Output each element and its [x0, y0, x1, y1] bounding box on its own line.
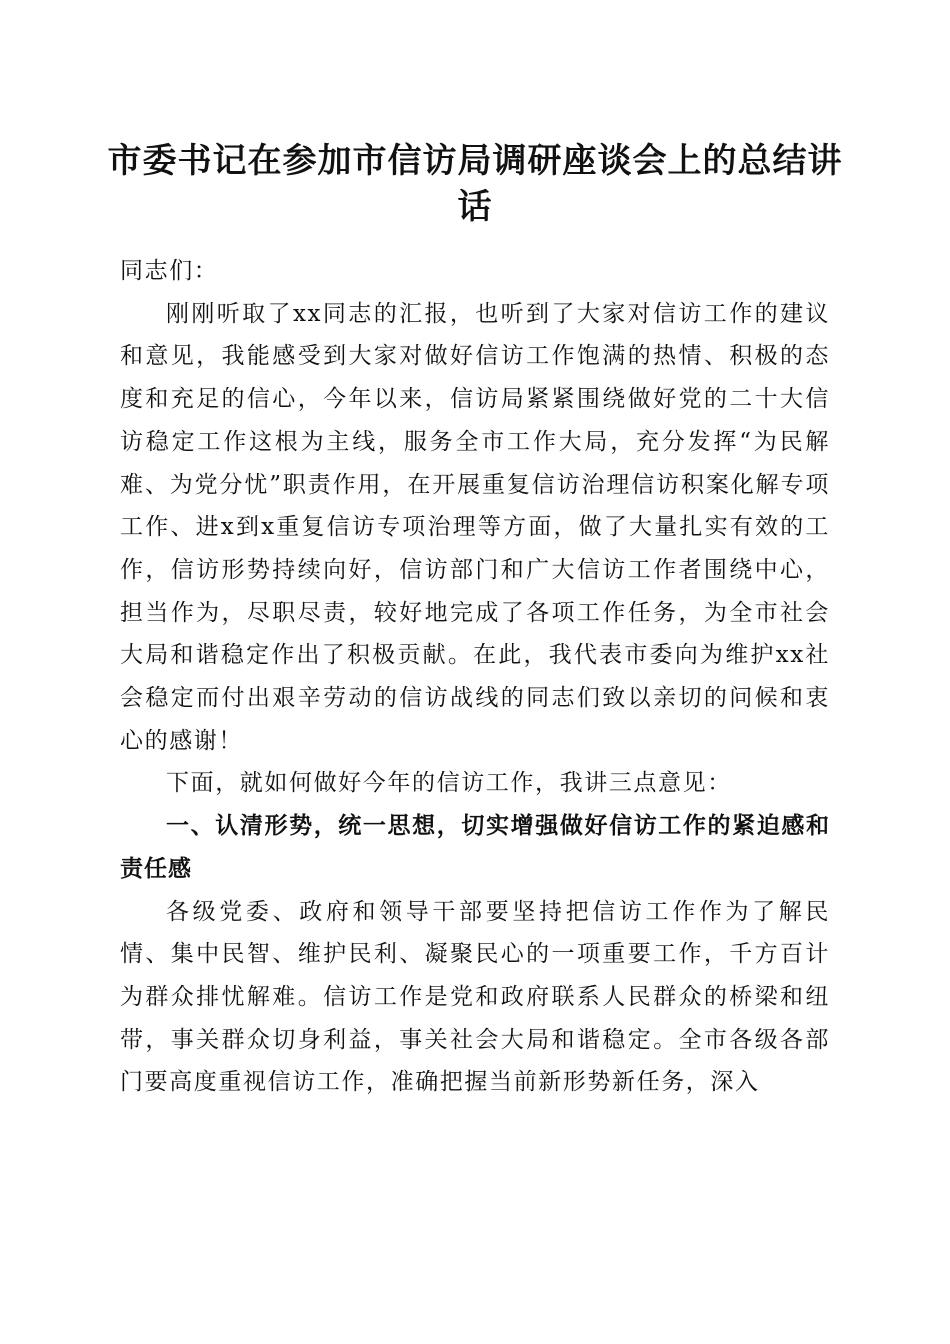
section-heading-1: 一、认清形势，统一思想，切实增强做好信访工作的紧迫感和责任感: [120, 813, 830, 882]
document-title: 市委书记在参加市信访局调研座谈会上的总结讲话: [107, 141, 843, 227]
section-1-paragraph: 各级党委、政府和领导干部要坚持把信访工作作为了解民情、集中民智、维护民利、凝聚民心的一项重要工作，千方百计为群众排忧解难。信访工作是党和政府联系人民群众的桥梁和纽带，事关群众切身利益，事关社会大局和谐稳定。全市各级各部门要高度重视信访工作，准确把握当前新形势新任务，深入: [120, 898, 830, 1096]
paragraph-opening: 刚刚听取了xx同志的汇报，也听到了大家对信访工作的建议和意见，我能感受到大家对做好信访工作饱满的热情、积极的态度和充足的信心，今年以来，信访局紧紧围绕做好党的二十大信访稳定工作这根为主线，服务全市工作大局，充分发挥“为民解难、为党分忧”职责作用，在开展重复信访治理信访积案化解专项工作、进x到x重复信访专项治理等方面，做了大量扎实有效的工作，信访形势持续向好，信访部门和广大信访工作者围绕中心，担当作为，尽职尽责，较好地完成了各项工作任务，为全市社会大局和谐稳定作出了积极贡献。在此，我代表市委向为维护xx社会稳定而付出艰辛劳动的信访战线的同志们致以亲切的问候和衷心的感谢！: [120, 300, 830, 754]
salutation: 同志们：: [120, 258, 219, 284]
paragraph-intro-points: 下面，就如何做好今年的信访工作，我讲三点意见：: [166, 770, 732, 797]
document-body: [120, 250, 830, 1104]
